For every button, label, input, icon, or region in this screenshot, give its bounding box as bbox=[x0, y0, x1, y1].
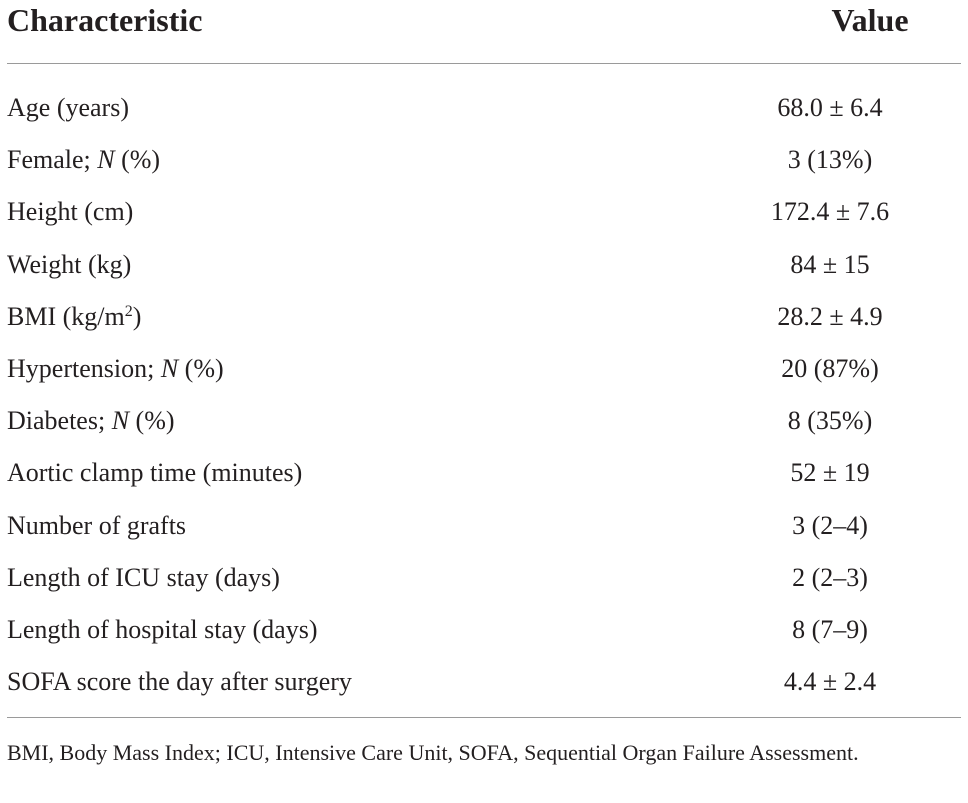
row-value-text: 28.2 ± 4.9 bbox=[777, 301, 883, 331]
table-row bbox=[0, 343, 968, 395]
table-row bbox=[0, 82, 968, 134]
table-row bbox=[0, 239, 968, 291]
row-value-text: 8 (35%) bbox=[787, 406, 873, 436]
row-value bbox=[740, 510, 968, 542]
table-row bbox=[0, 604, 968, 656]
table-row bbox=[0, 552, 968, 604]
row-value-text: 4.4 ± 2.4 bbox=[783, 667, 877, 697]
row-value bbox=[740, 92, 968, 124]
row-value bbox=[740, 144, 968, 176]
row-value-text: 3 (13%) bbox=[787, 145, 873, 175]
row-value-text: 84 ± 15 bbox=[790, 249, 870, 279]
row-label-text: Hypertension; bbox=[7, 353, 161, 383]
row-label bbox=[7, 405, 175, 437]
row-value-text: 2 (2–3) bbox=[792, 562, 868, 592]
row-label-text: BMI (kg/m bbox=[7, 301, 125, 331]
row-label: Length of ICU stay (days) bbox=[7, 562, 280, 592]
row-label-superscript: 2 bbox=[124, 302, 133, 320]
table-row bbox=[0, 656, 968, 708]
table-footnote: BMI, Body Mass Index; ICU, Intensive Care Unit, SOFA, Sequential Organ Failure Assessment. bbox=[7, 740, 859, 765]
row-value-text: 68.0 ± 6.4 bbox=[777, 93, 883, 122]
row-label bbox=[7, 353, 224, 385]
row-value-text: 20 (87%) bbox=[781, 353, 879, 383]
row-label-suffix: (%) bbox=[114, 145, 161, 175]
footer-divider bbox=[7, 717, 961, 718]
row-value bbox=[740, 457, 968, 489]
row-label-suffix: (%) bbox=[129, 406, 175, 436]
row-label-suffix: ) bbox=[132, 301, 142, 331]
row-value-text: 52 ± 19 bbox=[790, 458, 870, 488]
row-value bbox=[740, 301, 968, 333]
row-value-text: 3 (2–4) bbox=[792, 510, 868, 540]
row-label: Length of hospital stay (days) bbox=[7, 614, 318, 644]
row-value bbox=[740, 614, 968, 646]
table-body bbox=[0, 82, 968, 708]
table-row bbox=[0, 500, 968, 552]
row-label-text: Diabetes; bbox=[7, 406, 112, 436]
row-label: SOFA score the day after surgery bbox=[7, 667, 352, 697]
row-label-italic: N bbox=[111, 406, 130, 436]
header-value: Value bbox=[831, 2, 909, 38]
header-characteristic: Characteristic bbox=[7, 2, 203, 38]
table-row bbox=[0, 395, 968, 447]
table-row bbox=[0, 134, 968, 186]
row-value bbox=[740, 353, 968, 385]
row-label-italic: N bbox=[97, 145, 115, 175]
table-row bbox=[0, 447, 968, 499]
row-value bbox=[740, 196, 968, 228]
row-label-suffix: (%) bbox=[178, 353, 224, 383]
row-label-italic: N bbox=[160, 353, 179, 383]
table-row bbox=[0, 291, 968, 343]
row-value bbox=[740, 249, 968, 281]
row-label: Age (years) bbox=[7, 93, 129, 122]
row-value bbox=[740, 562, 968, 594]
row-value bbox=[740, 666, 968, 698]
row-label bbox=[7, 301, 141, 333]
row-label: Height (cm) bbox=[7, 197, 134, 227]
row-label bbox=[7, 144, 160, 176]
table-row bbox=[0, 186, 968, 238]
row-label: Aortic clamp time (minutes) bbox=[7, 458, 303, 488]
header-divider bbox=[7, 63, 961, 64]
row-label: Weight (kg) bbox=[7, 249, 132, 279]
row-label: Number of grafts bbox=[7, 510, 187, 540]
table-header-row bbox=[0, 0, 968, 44]
row-value-text: 8 (7–9) bbox=[792, 614, 868, 644]
row-value bbox=[740, 405, 968, 437]
row-label-text: Female; bbox=[7, 145, 98, 175]
row-value-text: 172.4 ± 7.6 bbox=[770, 197, 890, 227]
